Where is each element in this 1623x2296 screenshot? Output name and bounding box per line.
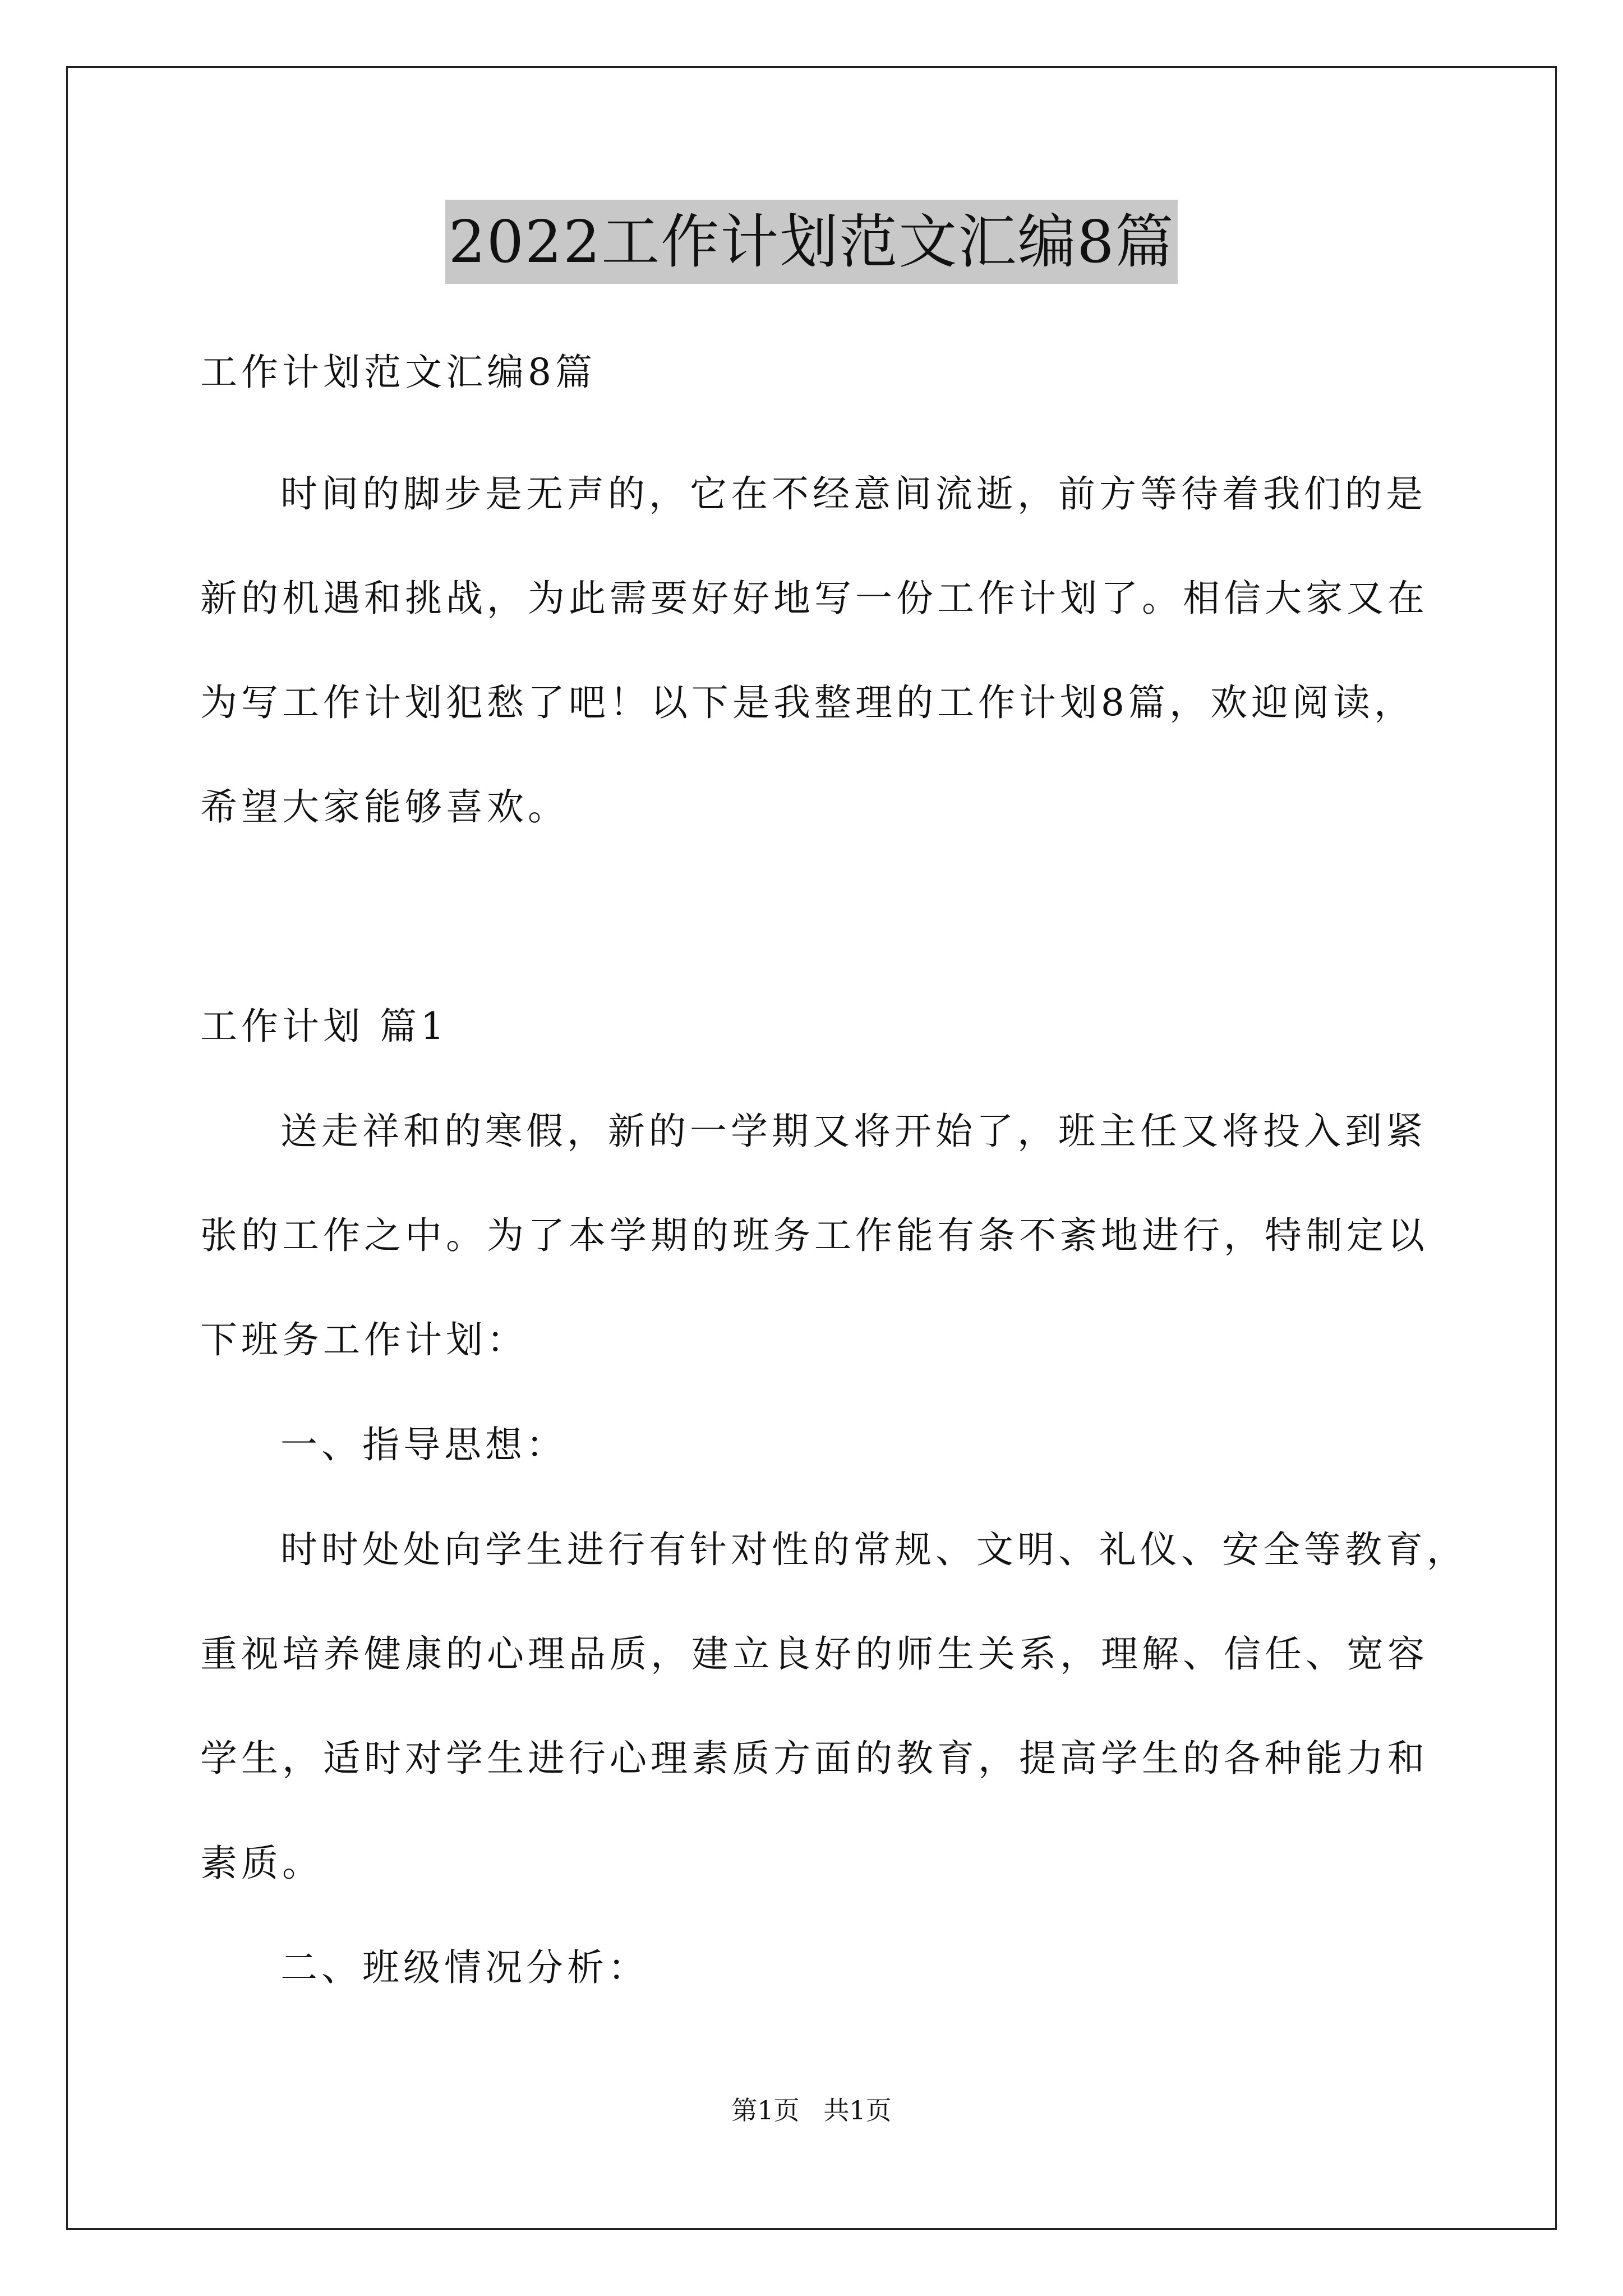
guiding-line-1: 时时处处向学生进行有针对性的常规、文明、礼仪、安全等教育， bbox=[280, 1528, 1468, 1571]
page-total: 共1页 bbox=[823, 2095, 892, 2125]
intro-line-4: 希望大家能够喜欢。 bbox=[200, 785, 569, 829]
section-line-3: 下班务工作计划： bbox=[200, 1318, 528, 1361]
guiding-line-2: 重视培养健康的心理品质，建立良好的师生关系，理解、信任、宽容 bbox=[200, 1632, 1428, 1676]
intro-line-3: 为写工作计划犯愁了吧！以下是我整理的工作计划8篇，欢迎阅读， bbox=[200, 681, 1415, 724]
page-number: 第1页 bbox=[731, 2095, 800, 2125]
section-heading: 工作计划 篇1 bbox=[200, 1005, 448, 1048]
intro-line-1: 时间的脚步是无声的，它在不经意间流逝，前方等待着我们的是 bbox=[280, 472, 1427, 516]
title-container bbox=[0, 200, 1623, 284]
guiding-line-3: 学生，适时对学生进行心理素质方面的教育，提高学生的各种能力和 bbox=[200, 1737, 1428, 1780]
page-footer bbox=[0, 2090, 1623, 2127]
intro-line-2: 新的机遇和挑战，为此需要好好地写一份工作计划了。相信大家又在 bbox=[200, 577, 1428, 620]
guiding-line-4: 素质。 bbox=[200, 1842, 323, 1885]
heading-guiding-ideology: 一、指导思想： bbox=[280, 1423, 567, 1466]
section-line-1: 送走祥和的寒假，新的一学期又将开始了，班主任又将投入到紧 bbox=[280, 1110, 1427, 1153]
document-subtitle: 工作计划范文汇编8篇 bbox=[200, 351, 596, 394]
section-line-2: 张的工作之中。为了本学期的班务工作能有条不紊地进行，特制定以 bbox=[200, 1214, 1428, 1257]
heading-class-analysis: 二、班级情况分析： bbox=[280, 1946, 649, 1989]
document-title: 2022工作计划范文汇编8篇 bbox=[445, 200, 1178, 284]
